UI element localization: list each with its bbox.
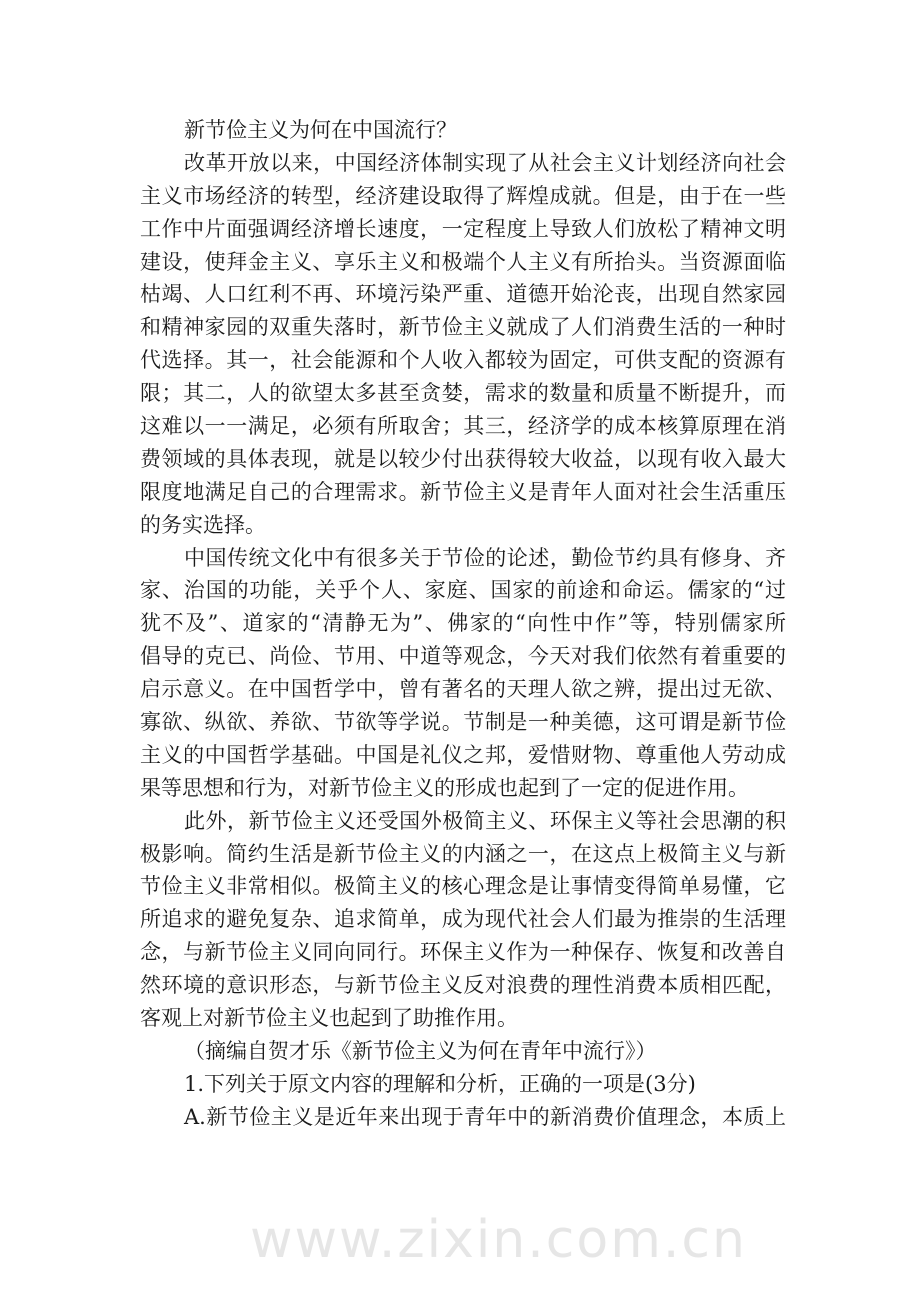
paragraph-line: 和精神家园的双重失落时，新节俭主义就成了人们消费生活的一种时	[140, 315, 786, 340]
document-body	[140, 114, 786, 1134]
option-a: A.新节俭主义是近年来出现于青年中的新消费价值理念，本质上	[184, 1104, 786, 1129]
paragraph-line: 犹不及”、道家的“清静无为”、佛家的“向性中作”等，特别儒家所	[140, 611, 786, 636]
paragraph-line: 倡导的克已、尚俭、节用、中道等观念，今天对我们依然有着重要的	[140, 644, 786, 669]
paragraph-line: 工作中片面强调经济增长速度，一定程度上导致人们放松了精神文明	[140, 216, 786, 241]
paragraph-line: 限；其二，人的欲望太多甚至贪婪，需求的数量和质量不断提升，而	[140, 381, 786, 406]
paragraph-line: 寡欲、纵欲、养欲、节欲等学说。节制是一种美德，这可谓是新节俭	[140, 710, 786, 735]
paragraph-line: 客观上对新节俭主义也起到了助推作用。	[140, 1006, 518, 1031]
paragraph-line: 费领域的具体表现，就是以较少付出获得较大收益，以现有收入最大	[140, 446, 786, 471]
paragraph-line: 此外，新节俭主义还受国外极简主义、环保主义等社会思潮的积	[184, 808, 786, 833]
paragraph-line: 然环境的意识形态，与新节俭主义反对浪费的理性消费本质相匹配，	[140, 973, 786, 998]
paragraph-line: 节俭主义非常相似。极简主义的核心理念是让事情变得简单易懂，它	[140, 874, 786, 899]
paragraphs	[140, 147, 786, 1035]
paragraph-line: 限度地满足自己的合理需求。新节俭主义是青年人面对社会生活重压	[140, 479, 786, 504]
paragraph-line: 所追求的避免复杂、追求简单，成为现代社会人们最为推崇的生活理	[140, 907, 786, 932]
question-stem: 1.下列关于原文内容的理解和分析，正确的一项是(3分)	[184, 1071, 696, 1096]
paragraph-line: 建设，使拜金主义、享乐主义和极端个人主义有所抬头。当资源面临	[140, 249, 786, 274]
paragraph-line: 家、治国的功能，关乎个人、家庭、国家的前途和命运。儒家的“过	[140, 578, 786, 603]
paragraph-line: 念，与新节俭主义同向同行。环保主义作为一种保存、恢复和改善自	[140, 940, 786, 965]
paragraph-line: 主义的中国哲学基础。中国是礼仪之邦，爱惜财物、尊重他人劳动成	[140, 742, 786, 767]
paragraph	[140, 147, 786, 542]
paragraph-line: 极影响。简约生活是新节俭主义的内涵之一，在这点上极简主义与新	[140, 841, 786, 866]
paragraph-line: 中国传统文化中有很多关于节俭的论述，勤俭节约具有修身、齐	[184, 545, 786, 570]
paragraph-line: 启示意义。在中国哲学中，曾有著名的天理人欲之辨，提出过无欲、	[140, 677, 786, 702]
watermark: www.zixin.com.cn	[250, 1210, 747, 1270]
paragraph-line: 主义市场经济的转型，经济建设取得了辉煌成就。但是，由于在一些	[140, 183, 786, 208]
paragraph	[140, 805, 786, 1035]
paragraph-line: 枯竭、人口红利不再、环境污染严重、道德开始沦丧，出现自然家园	[140, 282, 786, 307]
paragraph-line: 代选择。其一，社会能源和个人收入都较为固定，可供支配的资源有	[140, 348, 786, 373]
paragraph-line: 果等思想和行为，对新节俭主义的形成也起到了一定的促进作用。	[140, 775, 749, 800]
article-title: 新节俭主义为何在中国流行？	[184, 118, 457, 142]
citation: （摘编自贺才乐《新节俭主义为何在青年中流行》）	[184, 1038, 657, 1063]
paragraph	[140, 542, 786, 805]
paragraph-line: 的务实选择。	[140, 512, 266, 537]
paragraph-line: 改革开放以来，中国经济体制实现了从社会主义计划经济向社会	[184, 150, 786, 175]
paragraph-line: 这难以一一满足，必须有所取舍；其三，经济学的成本核算原理在消	[140, 414, 786, 439]
